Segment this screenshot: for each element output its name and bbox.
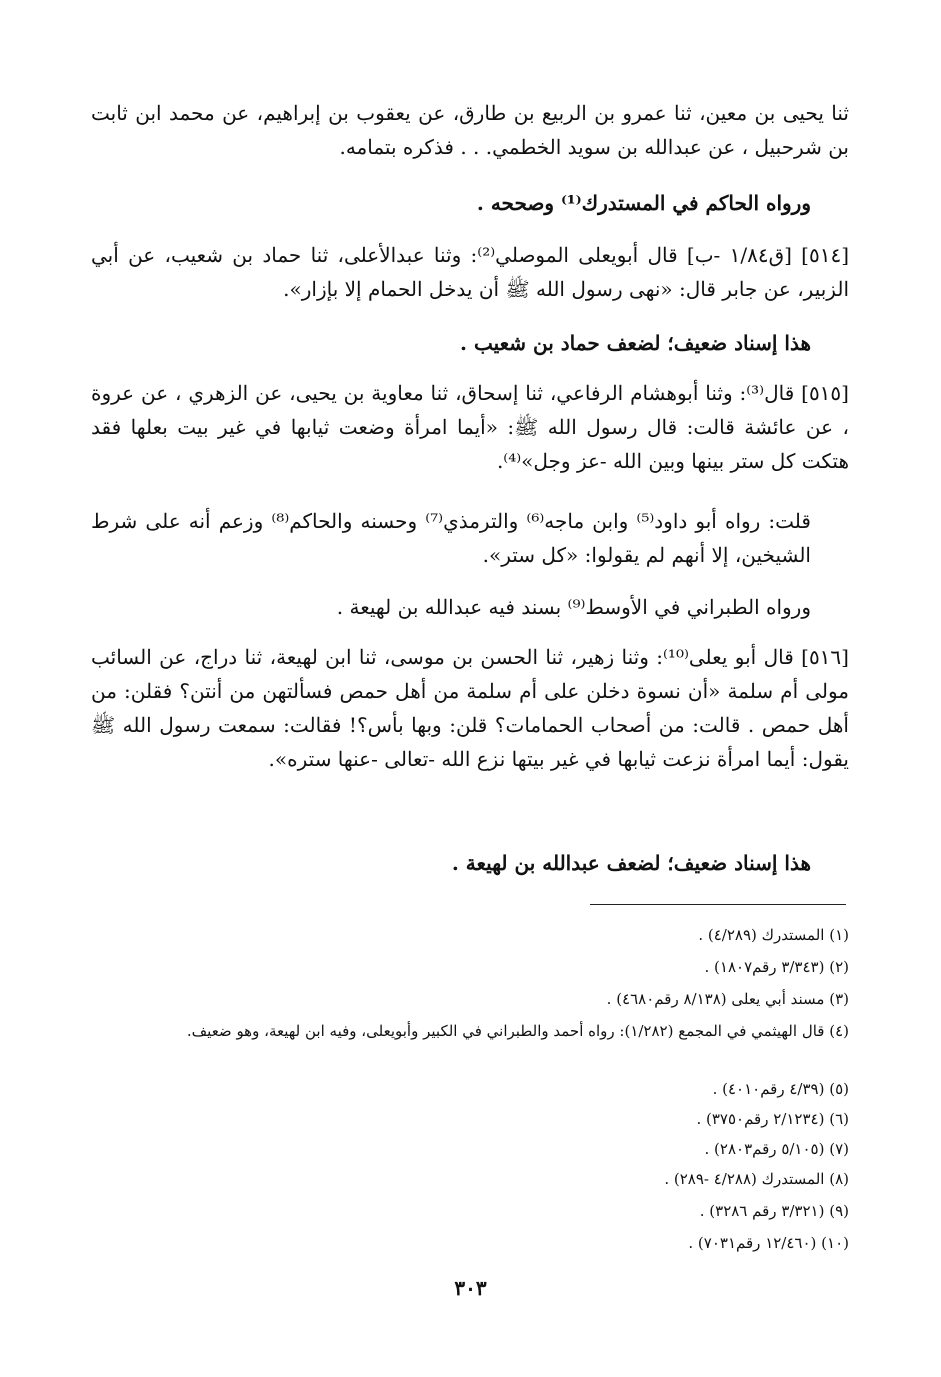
footnote-3: (٣) مسند أبي يعلى (٨/١٣٨ رقم٤٦٨٠) . <box>606 990 849 1008</box>
footnote-4: (٤) قال الهيثمي في المجمع (١/٢٨٢): رواه أحمد والطبراني في الكبير وأبويعلى، وفيه ابن لهيعة، وهو ضعيف. <box>186 1022 849 1040</box>
footnote-1: (١) المستدرك (٤/٢٨٩) . <box>698 926 849 944</box>
footnote-5: (٥) (٤/٣٩ رقم٤٠١٠) . <box>712 1080 849 1098</box>
paragraph-hadith-516: [٥١٦] قال أبو يعلى⁽¹⁰⁾: وثنا زهير، ثنا الحسن بن موسى، ثنا ابن لهيعة، ثنا دراج، عن السائب مولى أم سلمة «أن نسوة دخلن على أم سلمة من أهل حمص فسألتهن من أنتن؟ فقلن: من أهل حمص . قالت: من أصحاب الحمامات؟ قلن: وبها بأس؟! فقالت: سمعت رسول الله ﷺ يقول: أيما امرأة نزعت ثيابها في غير بيتها نزع الله -تعالى -عنها ستره». <box>91 645 849 771</box>
footnote-6: (٦) (٢/١٢٣٤ رقم٣٧٥٠) . <box>696 1110 849 1128</box>
footnote-7: (٧) (٥/١٠٥ رقم٢٨٠٣) . <box>704 1140 849 1158</box>
paragraph-tabarani-note: ورواه الطبراني في الأوسط⁽⁹⁾ بسند فيه عبدالله بن لهيعة . <box>336 595 811 619</box>
paragraph-grading-516: هذا إسناد ضعيف؛ لضعف عبدالله بن لهيعة . <box>451 851 811 875</box>
paragraph-comment-515: قلت: رواه أبو داود⁽⁵⁾ وابن ماجه⁽⁶⁾ والترمذي⁽⁷⁾ وحسنه والحاكم⁽⁸⁾ وزعم أنه على شرط الشيخين، إلا أنهم لم يقولوا: «كل ستر». <box>91 509 811 567</box>
footnote-separator <box>590 904 846 905</box>
paragraph-hadith-514: [٥١٤] [ق١/٨٤ -ب] قال أبويعلى الموصلي⁽²⁾: وثنا عبدالأعلى، ثنا حماد بن شعيب، عن أبي الزبير، عن جابر قال: «نهى رسول الله ﷺ أن يدخل الحمام إلا بإزار». <box>91 243 850 301</box>
footnote-8: (٨) المستدرك (٤/٢٨٨ -٢٨٩) . <box>664 1170 849 1188</box>
paragraph-hakim-note: ورواه الحاكم في المستدرك⁽¹⁾ وصححه . <box>476 191 811 215</box>
footnote-2: (٢) (٣/٣٤٣ رقم١٨٠٧) . <box>704 958 849 976</box>
footnote-10: (١٠) (١٢/٤٦٠ رقم٧٠٣١) . <box>688 1234 849 1252</box>
paragraph-chain-continued: ثنا يحيى بن معين، ثنا عمرو بن الربيع بن طارق، عن يعقوب بن إبراهيم، عن محمد ابن ثابت بن شرحبيل ، عن عبدالله بن سويد الخطمي. . . فذكره بتمامه. <box>91 101 849 159</box>
page-number: ٣٠٣ <box>454 1276 487 1300</box>
paragraph-hadith-515: [٥١٥] قال⁽³⁾: وثنا أبوهشام الرفاعي، ثنا إسحاق، ثنا معاوية بن يحيى، عن الزهري ، عن عروة ، عن عائشة قالت: قال رسول الله ﷺ: «أيما امرأة وضعت ثيابها في غير بيت بعلها فقد هتكت كل ستر بينها وبين الله -عز وجل»⁽⁴⁾. <box>91 381 849 473</box>
footnote-9: (٩) (٣/٣٢١ رقم ٣٢٨٦) . <box>699 1202 849 1220</box>
paragraph-grading-514: هذا إسناد ضعيف؛ لضعف حماد بن شعيب . <box>460 331 811 355</box>
